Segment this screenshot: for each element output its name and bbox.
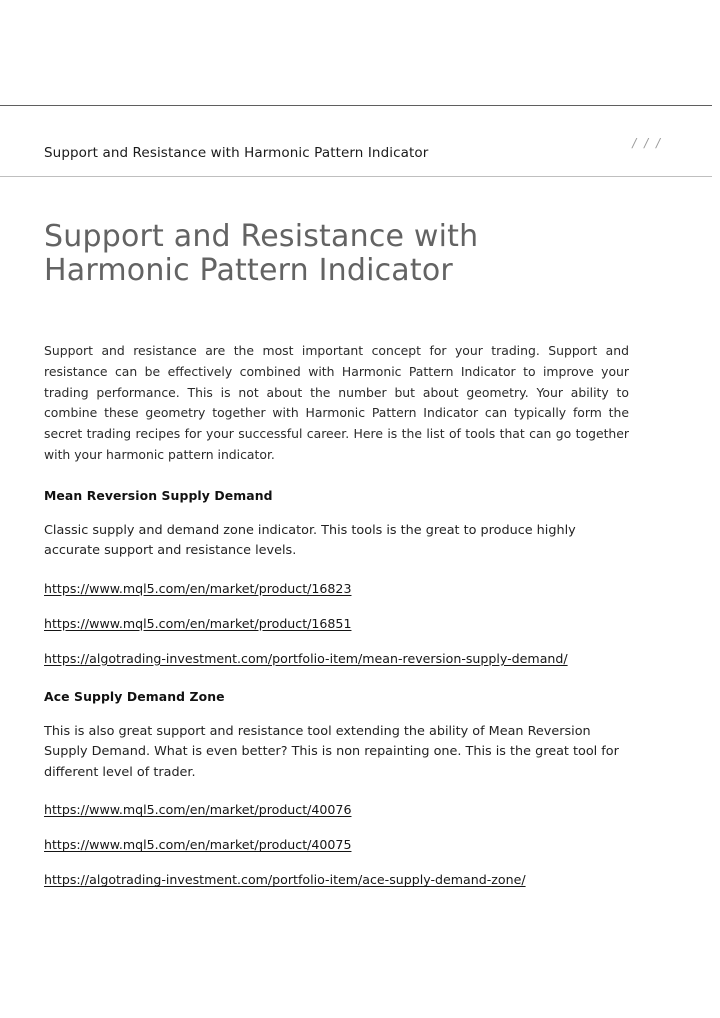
link-mql5-40076[interactable]: https://www.mql5.com/en/market/product/40076 xyxy=(44,802,352,818)
link-algotrading-mean-reversion[interactable]: https://algotrading-investment.com/portfolio-item/mean-reversion-supply-demand/ xyxy=(44,650,568,666)
link-row xyxy=(44,580,630,597)
link-mql5-16823[interactable]: https://www.mql5.com/en/market/product/16823 xyxy=(44,580,352,596)
link-row xyxy=(44,615,630,632)
link-row xyxy=(44,801,630,818)
section-heading-ace-supply-demand: Ace Supply Demand Zone xyxy=(44,688,225,704)
page-header xyxy=(0,106,720,176)
page-title-line-1: Support and Resistance with xyxy=(44,219,479,254)
page-bottom-margin xyxy=(44,888,630,918)
link-algotrading-ace-supply-demand[interactable]: https://algotrading-investment.com/portfolio-item/ace-supply-demand-zone/ xyxy=(44,872,526,888)
page-title-line-2: Harmonic Pattern Indicator xyxy=(44,253,453,288)
link-row xyxy=(44,836,630,853)
page-title xyxy=(44,220,629,322)
page-top-margin xyxy=(0,0,720,105)
section-paragraph-mean-reversion: Classic supply and demand zone indicator. This tools is the great to produce highly accurate support and resistance levels. xyxy=(44,522,576,559)
slash-marks-icon: / / / xyxy=(632,136,662,150)
header-title: Support and Resistance with Harmonic Pattern Indicator xyxy=(44,145,429,161)
link-mql5-16851[interactable]: https://www.mql5.com/en/market/product/16851 xyxy=(44,615,352,631)
intro-paragraph: Support and resistance are the most important concept for your trading. Support and resistance can be effectively combined with Harmonic Pattern Indicator to improve your trading performance. This is not about the number but about geometry. Your ability to combine these geometry together with Harmonic Pattern Indicator can typically form the secret trading recipes for your successful career. Here is the list of tools that can go together with your harmonic pattern indicator. xyxy=(44,343,629,462)
document-content xyxy=(0,220,630,918)
link-mql5-40075[interactable]: https://www.mql5.com/en/market/product/40075 xyxy=(44,837,352,853)
link-row xyxy=(44,650,630,667)
section-heading-mean-reversion: Mean Reversion Supply Demand xyxy=(44,487,273,503)
section-paragraph-ace-supply-demand: This is also great support and resistance tool extending the ability of Mean Reversion Supply Demand. What is even better? This is non repainting one. This is the great tool for different level of trader. xyxy=(44,723,619,780)
header-bottom-divider xyxy=(0,176,712,177)
link-row xyxy=(44,871,630,888)
